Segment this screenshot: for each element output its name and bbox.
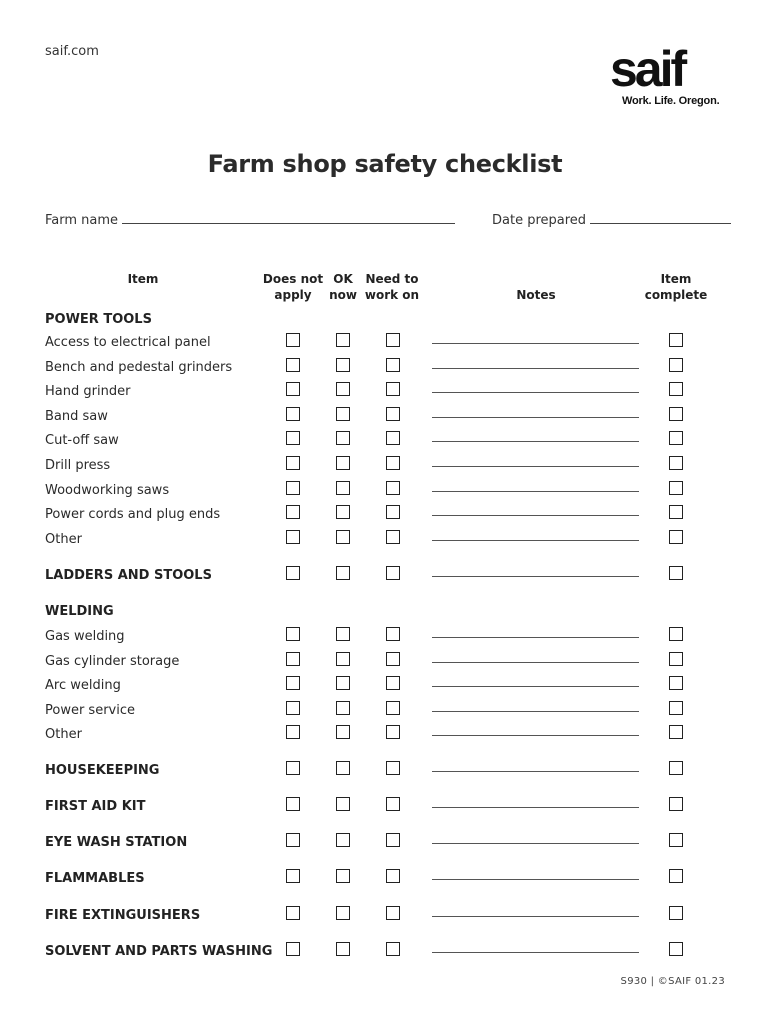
item-label: Hand grinder xyxy=(45,384,131,399)
checklist-row xyxy=(0,940,770,964)
item-complete-checkbox[interactable] xyxy=(669,701,683,715)
checklist-row xyxy=(0,674,770,698)
item-label: Band saw xyxy=(45,409,108,424)
notes-line[interactable] xyxy=(432,491,639,492)
need-to-work-on-checkbox[interactable] xyxy=(386,833,400,847)
col-header-need-to-work-on xyxy=(360,271,424,303)
section-first-aid-kit: FIRST AID KIT xyxy=(45,799,146,814)
col-header-ok-now xyxy=(323,271,363,303)
item-complete-checkbox[interactable] xyxy=(669,797,683,811)
ok-now-checkbox[interactable] xyxy=(336,358,350,372)
ok-now-checkbox[interactable] xyxy=(336,652,350,666)
checklist-row xyxy=(0,699,770,723)
need-to-work-on-checkbox[interactable] xyxy=(386,906,400,920)
notes-line[interactable] xyxy=(432,515,639,516)
farm-name-label: Farm name xyxy=(45,213,119,228)
section-fire-extinguishers: FIRE EXTINGUISHERS xyxy=(45,908,201,923)
notes-line[interactable] xyxy=(432,879,639,880)
logo-wordmark: saif xyxy=(610,41,685,97)
ok-now-checkbox[interactable] xyxy=(336,676,350,690)
col-header-item-complete-line1: Item xyxy=(660,272,692,286)
item-complete-checkbox[interactable] xyxy=(669,382,683,396)
need-to-work-on-checkbox[interactable] xyxy=(386,456,400,470)
notes-line[interactable] xyxy=(432,662,639,663)
does-not-apply-checkbox[interactable] xyxy=(286,797,300,811)
notes-line[interactable] xyxy=(432,952,639,953)
notes-line[interactable] xyxy=(432,916,639,917)
does-not-apply-checkbox[interactable] xyxy=(286,701,300,715)
does-not-apply-checkbox[interactable] xyxy=(286,676,300,690)
item-label: Power cords and plug ends xyxy=(45,507,221,522)
ok-now-checkbox[interactable] xyxy=(336,942,350,956)
section-housekeeping: HOUSEKEEPING xyxy=(45,763,160,778)
item-label: Drill press xyxy=(45,458,111,473)
does-not-apply-checkbox[interactable] xyxy=(286,481,300,495)
does-not-apply-checkbox[interactable] xyxy=(286,869,300,883)
does-not-apply-checkbox[interactable] xyxy=(286,407,300,421)
logo-tagline: Work. Life. Oregon. xyxy=(622,95,720,107)
checklist-row xyxy=(0,405,770,429)
date-prepared-label: Date prepared xyxy=(492,213,587,228)
need-to-work-on-checkbox[interactable] xyxy=(386,481,400,495)
checklist-row xyxy=(0,650,770,674)
item-complete-checkbox[interactable] xyxy=(669,652,683,666)
notes-line[interactable] xyxy=(432,576,639,577)
section-eye-wash-station: EYE WASH STATION xyxy=(45,835,188,850)
need-to-work-on-checkbox[interactable] xyxy=(386,358,400,372)
farm-name-input-line[interactable] xyxy=(122,213,455,224)
section-flammables: FLAMMABLES xyxy=(45,871,145,886)
need-to-work-on-checkbox[interactable] xyxy=(386,382,400,396)
col-header-ok-now-line2: now xyxy=(329,288,357,302)
item-complete-checkbox[interactable] xyxy=(669,505,683,519)
does-not-apply-checkbox[interactable] xyxy=(286,942,300,956)
notes-line[interactable] xyxy=(432,711,639,712)
farm-name-field xyxy=(45,213,455,228)
need-to-work-on-checkbox[interactable] xyxy=(386,566,400,580)
item-complete-checkbox[interactable] xyxy=(669,869,683,883)
saif-logo xyxy=(608,41,733,107)
item-complete-checkbox[interactable] xyxy=(669,725,683,739)
notes-line[interactable] xyxy=(432,343,639,344)
item-complete-checkbox[interactable] xyxy=(669,333,683,347)
section-welding: WELDING xyxy=(45,604,114,619)
need-to-work-on-checkbox[interactable] xyxy=(386,761,400,775)
item-label: Woodworking saws xyxy=(45,483,170,498)
checklist-row xyxy=(0,831,770,855)
does-not-apply-checkbox[interactable] xyxy=(286,530,300,544)
ok-now-checkbox[interactable] xyxy=(336,481,350,495)
ok-now-checkbox[interactable] xyxy=(336,456,350,470)
checklist-row xyxy=(0,528,770,552)
need-to-work-on-checkbox[interactable] xyxy=(386,725,400,739)
col-header-item: Item xyxy=(127,272,159,286)
checklist-row xyxy=(0,479,770,503)
item-complete-checkbox[interactable] xyxy=(669,942,683,956)
col-header-does-not-apply xyxy=(258,271,328,303)
item-label: Arc welding xyxy=(45,678,121,693)
ok-now-checkbox[interactable] xyxy=(336,833,350,847)
ok-now-checkbox[interactable] xyxy=(336,407,350,421)
item-label: Other xyxy=(45,727,82,742)
ok-now-checkbox[interactable] xyxy=(336,761,350,775)
item-label: Access to electrical panel xyxy=(45,335,211,350)
item-complete-checkbox[interactable] xyxy=(669,627,683,641)
checklist-row xyxy=(0,759,770,783)
col-header-ok-now-line1: OK xyxy=(333,272,353,286)
section-ladders-and-stools: LADDERS AND STOOLS xyxy=(45,568,212,583)
date-prepared-input-line[interactable] xyxy=(590,213,731,224)
item-complete-checkbox[interactable] xyxy=(669,530,683,544)
site-url[interactable]: saif.com xyxy=(45,44,99,59)
checklist-row xyxy=(0,503,770,527)
checklist-row xyxy=(0,904,770,928)
notes-line[interactable] xyxy=(432,843,639,844)
ok-now-checkbox[interactable] xyxy=(336,530,350,544)
does-not-apply-checkbox[interactable] xyxy=(286,761,300,775)
notes-line[interactable] xyxy=(432,466,639,467)
item-complete-checkbox[interactable] xyxy=(669,358,683,372)
col-header-does-not-apply-line2: apply xyxy=(274,288,312,302)
checklist-row xyxy=(0,380,770,404)
item-complete-checkbox[interactable] xyxy=(669,761,683,775)
does-not-apply-checkbox[interactable] xyxy=(286,431,300,445)
does-not-apply-checkbox[interactable] xyxy=(286,833,300,847)
item-label: Cut-off saw xyxy=(45,433,119,448)
item-label: Power service xyxy=(45,703,136,718)
checklist-row xyxy=(0,429,770,453)
col-header-need-to-work-on-line1: Need to xyxy=(365,272,419,286)
item-complete-checkbox[interactable] xyxy=(669,407,683,421)
notes-line[interactable] xyxy=(432,540,639,541)
need-to-work-on-checkbox[interactable] xyxy=(386,869,400,883)
does-not-apply-checkbox[interactable] xyxy=(286,382,300,396)
notes-line[interactable] xyxy=(432,686,639,687)
col-header-notes: Notes xyxy=(516,288,556,302)
item-complete-checkbox[interactable] xyxy=(669,676,683,690)
need-to-work-on-checkbox[interactable] xyxy=(386,942,400,956)
does-not-apply-checkbox[interactable] xyxy=(286,906,300,920)
notes-line[interactable] xyxy=(432,637,639,638)
date-prepared-field xyxy=(492,213,731,228)
checklist-row xyxy=(0,723,770,747)
item-complete-checkbox[interactable] xyxy=(669,566,683,580)
checklist-row xyxy=(0,454,770,478)
ok-now-checkbox[interactable] xyxy=(336,333,350,347)
notes-line[interactable] xyxy=(432,771,639,772)
section-power-tools: POWER TOOLS xyxy=(45,312,152,327)
item-label: Other xyxy=(45,532,82,547)
notes-line[interactable] xyxy=(432,807,639,808)
item-complete-checkbox[interactable] xyxy=(669,481,683,495)
notes-line[interactable] xyxy=(432,368,639,369)
item-complete-checkbox[interactable] xyxy=(669,456,683,470)
does-not-apply-checkbox[interactable] xyxy=(286,566,300,580)
notes-line[interactable] xyxy=(432,441,639,442)
item-label: Gas cylinder storage xyxy=(45,654,180,669)
ok-now-checkbox[interactable] xyxy=(336,725,350,739)
ok-now-checkbox[interactable] xyxy=(336,431,350,445)
ok-now-checkbox[interactable] xyxy=(336,566,350,580)
notes-line[interactable] xyxy=(432,735,639,736)
col-header-item-complete xyxy=(640,271,712,303)
col-header-item-complete-line2: complete xyxy=(644,288,708,302)
checklist-row xyxy=(0,867,770,891)
need-to-work-on-checkbox[interactable] xyxy=(386,431,400,445)
need-to-work-on-checkbox[interactable] xyxy=(386,701,400,715)
need-to-work-on-checkbox[interactable] xyxy=(386,676,400,690)
need-to-work-on-checkbox[interactable] xyxy=(386,797,400,811)
does-not-apply-checkbox[interactable] xyxy=(286,725,300,739)
does-not-apply-checkbox[interactable] xyxy=(286,627,300,641)
item-complete-checkbox[interactable] xyxy=(669,431,683,445)
does-not-apply-checkbox[interactable] xyxy=(286,505,300,519)
item-label: Bench and pedestal grinders xyxy=(45,360,233,375)
item-label: Gas welding xyxy=(45,629,125,644)
section-solvent-and-parts-washing: SOLVENT AND PARTS WASHING xyxy=(45,944,273,959)
does-not-apply-checkbox[interactable] xyxy=(286,333,300,347)
checklist-row xyxy=(0,356,770,380)
need-to-work-on-checkbox[interactable] xyxy=(386,627,400,641)
notes-line[interactable] xyxy=(432,392,639,393)
does-not-apply-checkbox[interactable] xyxy=(286,652,300,666)
ok-now-checkbox[interactable] xyxy=(336,797,350,811)
checklist-row xyxy=(0,564,770,588)
footer-code: S930 | ©SAIF 01.23 xyxy=(620,976,725,987)
col-header-need-to-work-on-line2: work on xyxy=(364,288,420,302)
page-title: Farm shop safety checklist xyxy=(207,150,563,178)
ok-now-checkbox[interactable] xyxy=(336,906,350,920)
col-header-does-not-apply-line1: Does not xyxy=(262,272,324,286)
checklist-row xyxy=(0,795,770,819)
checklist-row xyxy=(0,625,770,649)
does-not-apply-checkbox[interactable] xyxy=(286,456,300,470)
need-to-work-on-checkbox[interactable] xyxy=(386,652,400,666)
ok-now-checkbox[interactable] xyxy=(336,701,350,715)
ok-now-checkbox[interactable] xyxy=(336,869,350,883)
item-complete-checkbox[interactable] xyxy=(669,906,683,920)
checklist-row xyxy=(0,331,770,355)
need-to-work-on-checkbox[interactable] xyxy=(386,333,400,347)
does-not-apply-checkbox[interactable] xyxy=(286,358,300,372)
ok-now-checkbox[interactable] xyxy=(336,627,350,641)
need-to-work-on-checkbox[interactable] xyxy=(386,505,400,519)
ok-now-checkbox[interactable] xyxy=(336,505,350,519)
item-complete-checkbox[interactable] xyxy=(669,833,683,847)
need-to-work-on-checkbox[interactable] xyxy=(386,530,400,544)
need-to-work-on-checkbox[interactable] xyxy=(386,407,400,421)
ok-now-checkbox[interactable] xyxy=(336,382,350,396)
notes-line[interactable] xyxy=(432,417,639,418)
